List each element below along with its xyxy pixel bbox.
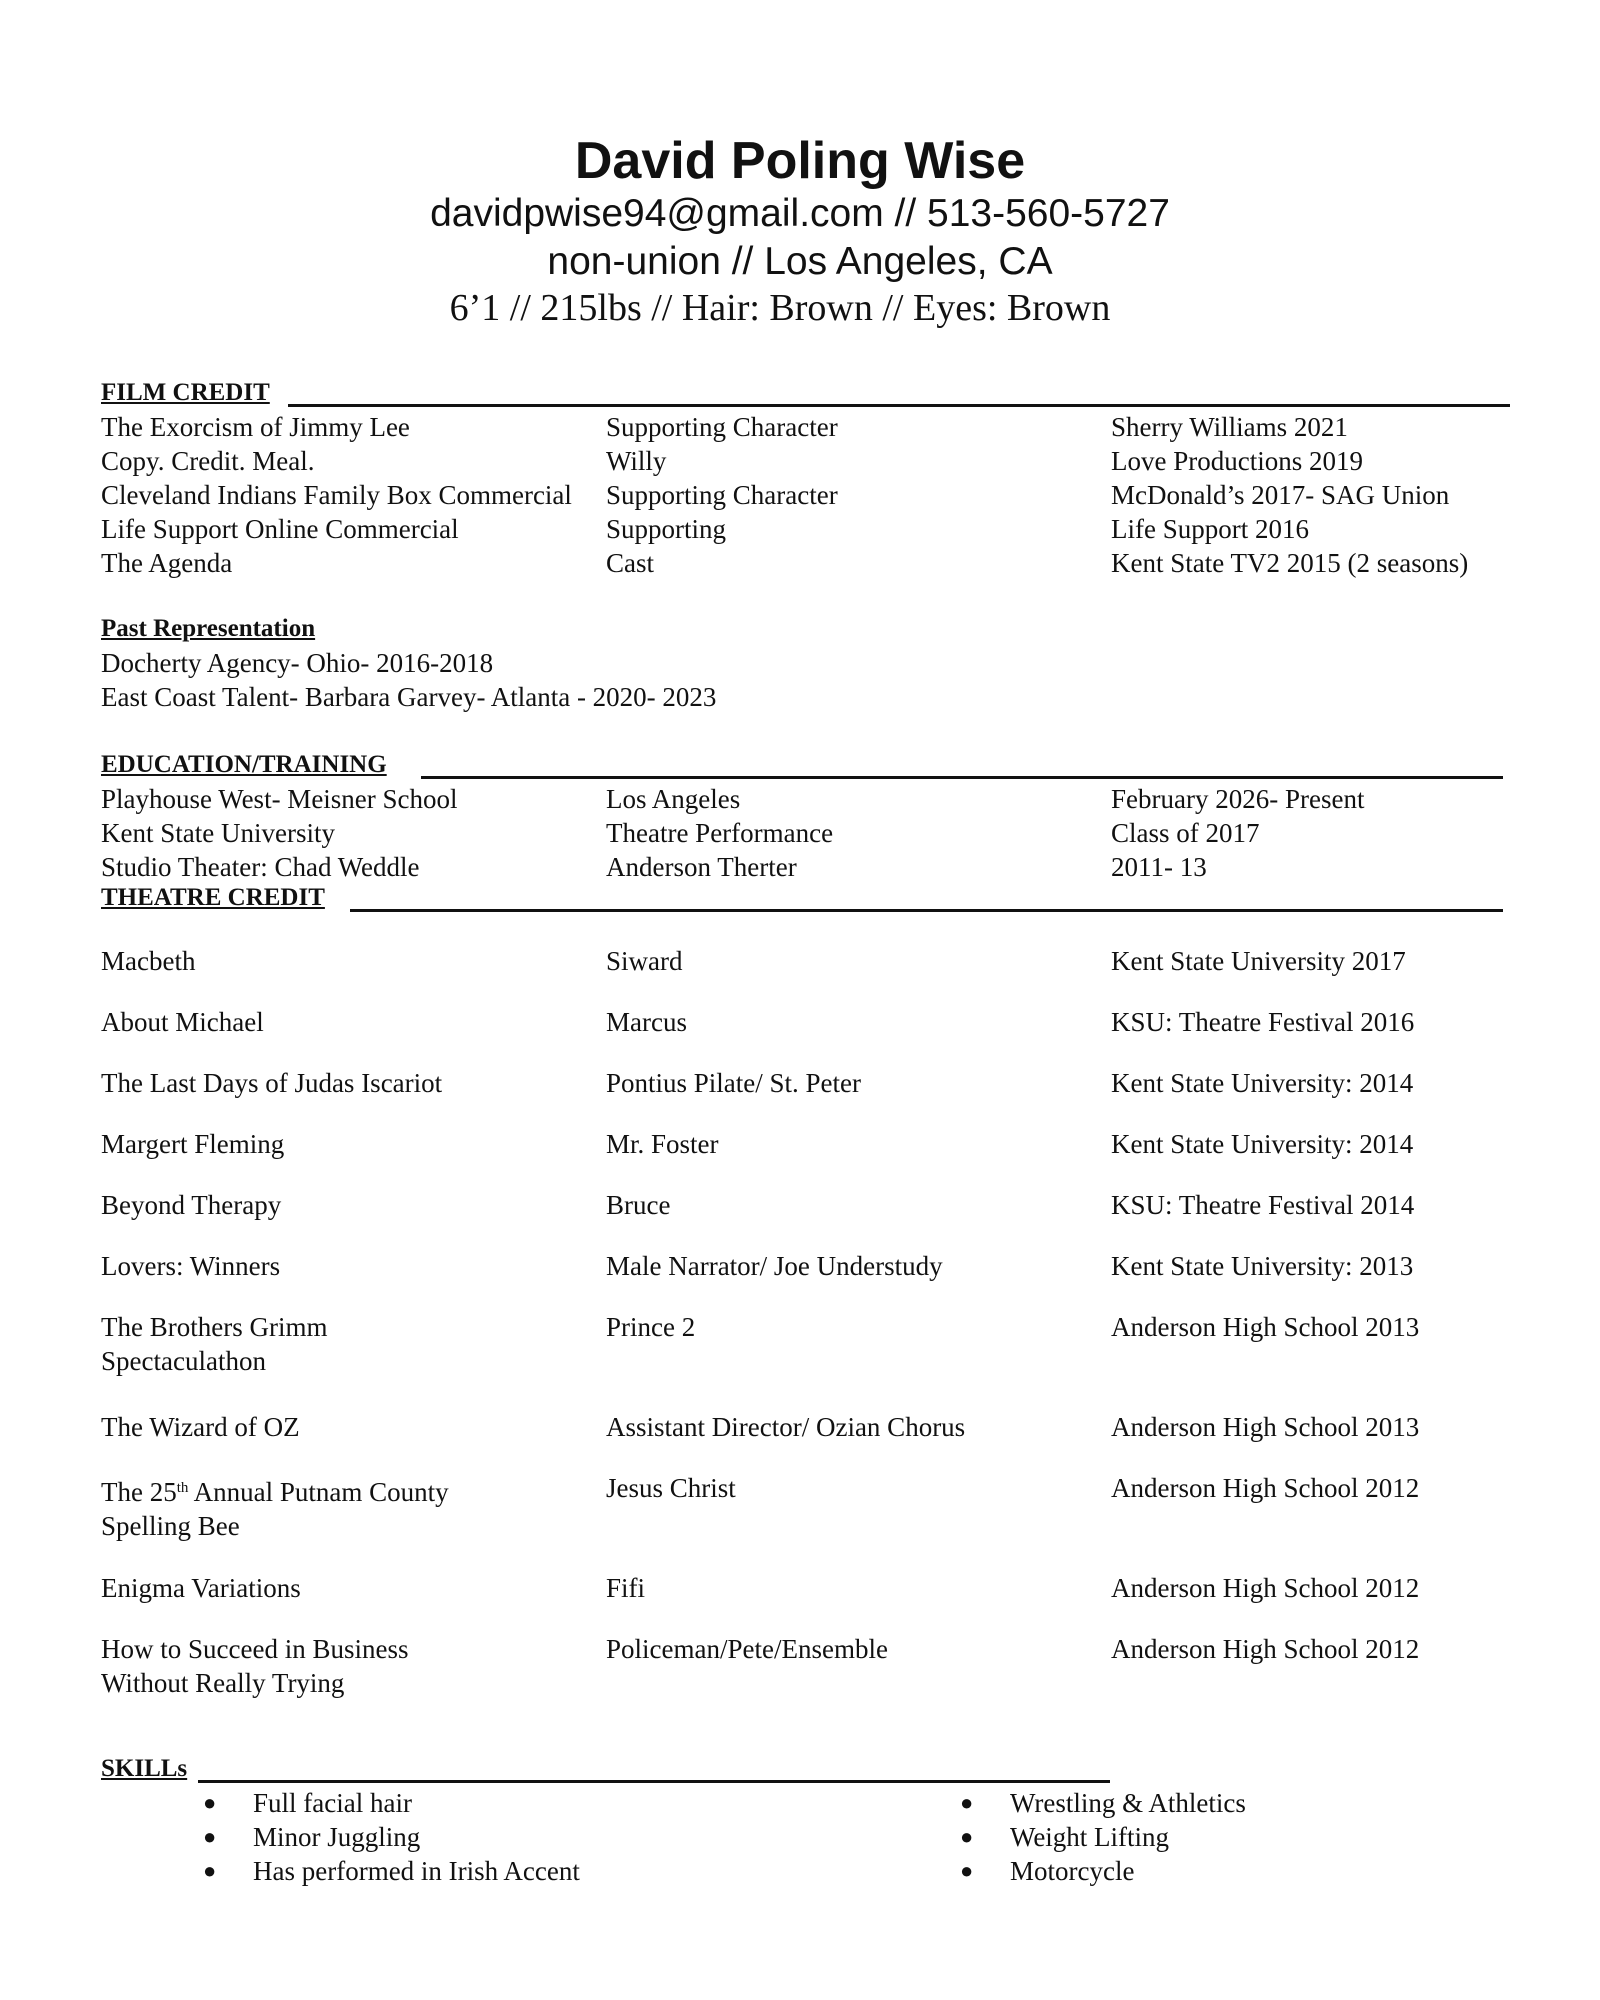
play-venue: Kent State University 2017 (1111, 946, 1406, 976)
play-venue: Anderson High School 2012 (1111, 1573, 1420, 1603)
theatre-credit-rule (350, 909, 1503, 912)
school-detail: Theatre Performance (606, 818, 834, 848)
film-credit-heading: FILM CREDIT (101, 379, 270, 406)
play-venue: Anderson High School 2012 (1111, 1634, 1420, 1664)
play-title-superscript: th (176, 1480, 189, 1496)
film-credit-rule (288, 404, 1510, 407)
play-role: Prince 2 (606, 1312, 696, 1342)
education-heading: EDUCATION/TRAINING (101, 751, 387, 778)
play-venue: Kent State University: 2014 (1111, 1068, 1414, 1098)
school-dates: 2011- 13 (1111, 852, 1207, 882)
film-title: Life Support Online Commercial (101, 514, 459, 544)
skill-item: Wrestling & Athletics (1010, 1788, 1246, 1818)
film-production: Kent State TV2 2015 (2 seasons) (1111, 548, 1469, 578)
film-role: Supporting Character (606, 480, 838, 510)
film-production: Sherry Williams 2021 (1111, 412, 1348, 442)
school-detail: Anderson Therter (606, 852, 797, 882)
film-title: Copy. Credit. Meal. (101, 446, 315, 476)
play-venue: Anderson High School 2012 (1111, 1473, 1420, 1503)
representation-line: East Coast Talent- Barbara Garvey- Atlanta - 2020- 2023 (101, 682, 717, 712)
play-venue: KSU: Theatre Festival 2014 (1111, 1190, 1415, 1220)
representation-line: Docherty Agency- Ohio- 2016-2018 (101, 648, 494, 678)
film-role: Supporting Character (606, 412, 838, 442)
film-production: Life Support 2016 (1111, 514, 1309, 544)
film-title: Cleveland Indians Family Box Commercial (101, 480, 572, 510)
bullet-icon: ● (203, 1824, 217, 1849)
candidate-name: David Poling Wise (574, 132, 1026, 190)
play-venue: Anderson High School 2013 (1111, 1312, 1420, 1342)
contact-line: davidpwise94@gmail.com // 513-560-5727 (430, 192, 1170, 235)
play-role: Male Narrator/ Joe Understudy (606, 1251, 943, 1281)
school-dates: February 2026- Present (1111, 784, 1365, 814)
play-title-part: Spelling Bee (101, 1511, 240, 1541)
play-title: The Brothers Grimm Spectaculathon (101, 1312, 328, 1376)
skill-item: Motorcycle (1010, 1856, 1135, 1886)
play-title: Beyond Therapy (101, 1190, 282, 1220)
play-title: The Last Days of Judas Iscariot (101, 1068, 443, 1098)
play-title: The Wizard of OZ (101, 1412, 300, 1442)
skills-rule (198, 1780, 1110, 1783)
skill-item: Full facial hair (253, 1788, 412, 1818)
play-role: Assistant Director/ Ozian Chorus (606, 1412, 966, 1442)
representation-heading: Past Representation (101, 615, 316, 642)
play-role: Policeman/Pete/Ensemble (606, 1634, 888, 1664)
play-role: Siward (606, 946, 683, 976)
film-role: Supporting (606, 514, 727, 544)
play-role: Marcus (606, 1007, 687, 1037)
school-detail: Los Angeles (606, 784, 741, 814)
play-role: Fifi (606, 1573, 646, 1603)
bullet-icon: ● (960, 1858, 974, 1883)
film-title: The Agenda (101, 548, 233, 578)
skills-heading: SKILLs (101, 1755, 188, 1782)
film-role: Willy (606, 446, 667, 476)
play-title: Lovers: Winners (101, 1251, 281, 1281)
bullet-icon: ● (960, 1790, 974, 1815)
school-dates: Class of 2017 (1111, 818, 1260, 848)
film-production: McDonald’s 2017- SAG Union (1111, 480, 1450, 510)
physical-stats-line: 6’1 // 215lbs // Hair: Brown // Eyes: Brown (449, 287, 1111, 329)
skill-item: Minor Juggling (253, 1822, 421, 1852)
play-title: Margert Fleming (101, 1129, 285, 1159)
play-title: About Michael (101, 1007, 264, 1037)
play-title (101, 1471, 571, 1543)
play-venue: Kent State University: 2014 (1111, 1129, 1414, 1159)
bullet-icon: ● (960, 1824, 974, 1849)
theatre-credit-heading: THEATRE CREDIT (101, 884, 325, 911)
play-role: Mr. Foster (606, 1129, 719, 1159)
film-title: The Exorcism of Jimmy Lee (101, 412, 410, 442)
skill-item: Has performed in Irish Accent (253, 1856, 580, 1886)
film-production: Love Productions 2019 (1111, 446, 1363, 476)
play-title-part: The 25 (101, 1477, 177, 1507)
play-venue: Anderson High School 2013 (1111, 1412, 1420, 1442)
bullet-icon: ● (203, 1790, 217, 1815)
school-name: Studio Theater: Chad Weddle (101, 852, 420, 882)
education-rule (421, 776, 1503, 779)
play-venue: Kent State University: 2013 (1111, 1251, 1414, 1281)
play-venue: KSU: Theatre Festival 2016 (1111, 1007, 1415, 1037)
play-title-part: Annual Putnam County (188, 1477, 449, 1507)
film-role: Cast (606, 548, 655, 578)
play-role: Pontius Pilate/ St. Peter (606, 1068, 862, 1098)
play-title: Macbeth (101, 946, 196, 976)
skill-item: Weight Lifting (1010, 1822, 1170, 1852)
school-name: Playhouse West- Meisner School (101, 784, 458, 814)
bullet-icon: ● (203, 1858, 217, 1883)
school-name: Kent State University (101, 818, 335, 848)
play-role: Jesus Christ (606, 1473, 736, 1503)
play-role: Bruce (606, 1190, 671, 1220)
play-title: Enigma Variations (101, 1573, 301, 1603)
play-title: How to Succeed in Business Without Really Trying (101, 1634, 409, 1698)
union-location-line: non-union // Los Angeles, CA (547, 240, 1053, 283)
